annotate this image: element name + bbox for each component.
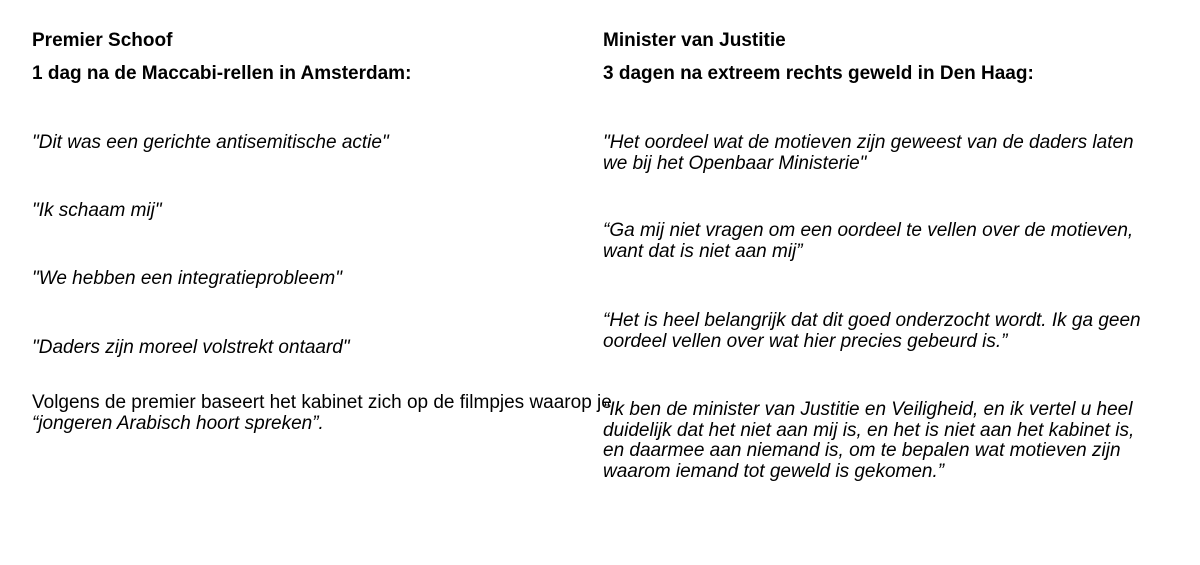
right-quote-2-line-1: “Ga mij niet vragen om een oordeel te vellen over de motieven, <box>603 220 1134 241</box>
right-column <box>603 0 1163 565</box>
right-quote-2 <box>603 221 1133 262</box>
left-note-line-1: Volgens de premier baseert het kabinet zich op de filmpjes waarop je <box>32 392 612 413</box>
right-quote-4-line-2: duidelijk dat het niet aan mij is, en het is niet aan het kabinet is, <box>603 419 1135 441</box>
right-quote-1-line-1: "Het oordeel wat de motieven zijn geweest van de daders laten <box>603 132 1134 153</box>
right-subtitle: 3 dagen na extreem rechts geweld in Den Haag: <box>603 63 1034 84</box>
left-title: Premier Schoof <box>32 30 173 51</box>
right-quote-3-line-1: “Het is heel belangrijk dat dit goed onderzocht wordt. Ik ga geen <box>603 310 1141 331</box>
left-column <box>32 0 612 565</box>
right-quote-4-line-3: en daarmee aan niemand is, om te bepalen wat motieven zijn <box>603 440 1121 461</box>
left-quote-3: "We hebben een integratieprobleem" <box>32 268 342 289</box>
right-quote-1-line-2: we bij het Openbaar Ministerie" <box>603 152 867 174</box>
left-note <box>32 393 612 434</box>
left-quote-4: "Daders zijn moreel volstrekt ontaard" <box>32 337 350 358</box>
right-quote-2-line-2: want dat is niet aan mij” <box>603 240 803 262</box>
right-quote-3 <box>603 311 1141 352</box>
right-title: Minister van Justitie <box>603 30 786 51</box>
right-quote-1 <box>603 133 1134 174</box>
right-quote-4 <box>603 400 1134 482</box>
left-subtitle: 1 dag na de Maccabi-rellen in Amsterdam: <box>32 63 412 84</box>
right-quote-3-line-2: oordeel vellen over wat hier precies gebeurd is.” <box>603 330 1008 352</box>
right-quote-4-line-1: “Ik ben de minister van Justitie en Veiligheid, en ik vertel u heel <box>603 399 1133 420</box>
left-note-line-2: “jongeren Arabisch hoort spreken”. <box>32 412 324 434</box>
right-quote-4-line-4: waarom iemand tot geweld is gekomen.” <box>603 460 945 482</box>
left-quote-1: "Dit was een gerichte antisemitische actie" <box>32 132 389 153</box>
left-quote-2: "Ik schaam mij" <box>32 200 162 221</box>
